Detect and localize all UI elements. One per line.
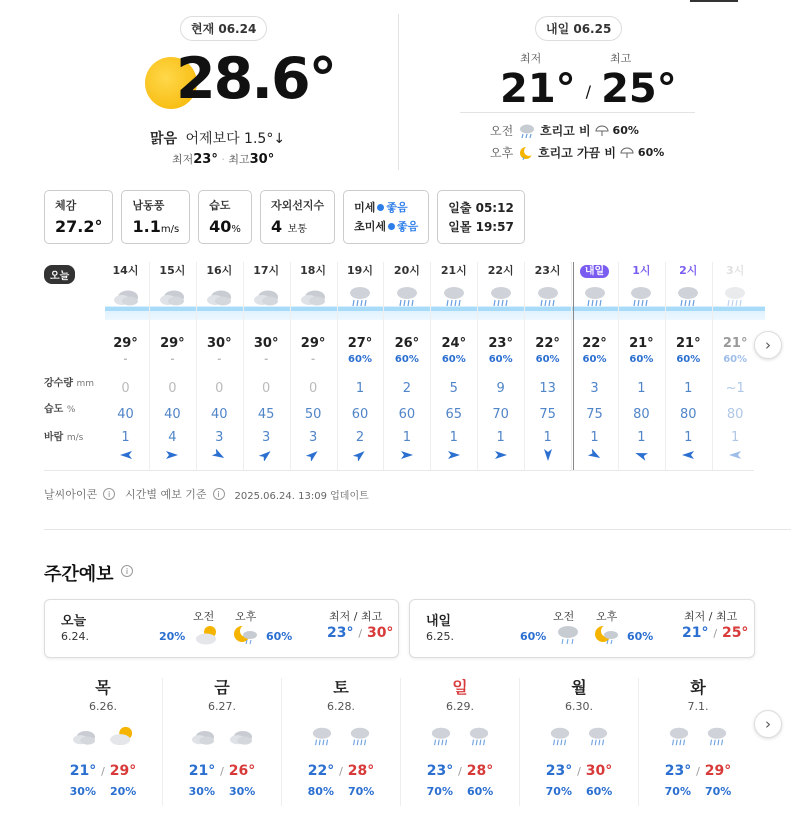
weekday-name: 일 <box>452 678 468 697</box>
hour-humidity: 60 <box>398 407 416 422</box>
hour-column <box>102 262 149 460</box>
hour-temp: 29° <box>160 336 185 351</box>
today-min: 23° <box>193 152 218 167</box>
max-label: 최고 <box>228 153 250 166</box>
weekday-column[interactable]: 화 7.1. 23° / 29° 70% 70% <box>639 675 757 798</box>
feels-like-chip[interactable] <box>44 190 113 244</box>
wind-direction-icon <box>728 449 742 461</box>
rain-icon <box>534 284 562 308</box>
hour-rain: 1 <box>684 381 693 396</box>
weekday-separator <box>281 678 282 806</box>
hum-unit: % <box>66 405 76 415</box>
update-time: 2025.06.24. 13:09 업데이트 <box>234 490 369 502</box>
hour-time-label: 17시 <box>253 264 280 277</box>
cloud-icon <box>299 284 327 308</box>
hour-time-label: 14시 <box>112 264 139 277</box>
chip-value: 1.1 <box>132 217 161 236</box>
pm-label: 오후 <box>490 146 514 160</box>
weekday-pm-pop: 70% <box>348 785 375 798</box>
hour-pop: - <box>170 354 175 365</box>
wind-direction-icon <box>119 449 133 461</box>
info-icon[interactable]: i <box>103 488 115 500</box>
hour-time-label: 1시 <box>632 264 651 277</box>
today-minmax: 최저23° · 최고30° <box>172 152 275 167</box>
hour-wind: 3 <box>215 430 224 445</box>
rain-icon <box>555 624 581 646</box>
hour-rain: 13 <box>539 381 556 396</box>
hour-time: 내일 <box>580 265 609 278</box>
status-dot-icon <box>388 223 395 230</box>
card-max: 30° <box>366 625 394 641</box>
chip-key: 습도 <box>209 199 231 212</box>
hour-time-label <box>571 262 618 278</box>
hour-humidity: 40 <box>164 407 181 422</box>
rain-icon <box>674 284 702 308</box>
hour-time-label: 21시 <box>440 264 467 277</box>
card-max: 25° <box>721 625 749 641</box>
min-label: 최저 <box>172 153 194 166</box>
hour-temp: 22° <box>582 336 607 351</box>
current-condition: 맑음 <box>150 131 178 147</box>
weekday-date: 6.30. <box>565 700 593 713</box>
weekday-column[interactable]: 월 6.30. 23° / 30° 70% 60% <box>520 675 638 798</box>
hour-humidity: 45 <box>257 407 275 422</box>
rain-icon <box>547 725 573 747</box>
rain-icon <box>309 725 335 747</box>
rain-icon <box>440 284 468 308</box>
hour-time-label: 3시 <box>726 264 745 277</box>
weekday-pm-pop: 60% <box>586 785 613 798</box>
rain-icon <box>518 123 536 139</box>
weekday-column[interactable]: 목 6.26. 21° / 29° 30% 20% <box>44 675 162 798</box>
weekday-max: 28° <box>347 763 375 779</box>
hour-wind: 1 <box>402 430 412 445</box>
hour-wind: 1 <box>684 430 693 445</box>
weekday-max: 30° <box>585 763 613 779</box>
hour-rain: 1 <box>637 381 646 396</box>
moon-rain-icon <box>233 624 259 646</box>
wind-direction-icon <box>588 449 602 461</box>
chip-key: 남동풍 <box>132 199 165 212</box>
card-day: 오늘 <box>61 614 87 629</box>
hour-time-label: 18시 <box>300 264 327 277</box>
am-pop: 20% <box>159 630 186 643</box>
hour-time-label: 23시 <box>534 264 561 277</box>
rain-icon <box>704 725 730 747</box>
chip-unit: 보통 <box>287 224 307 235</box>
card-date: 6.25. <box>426 630 454 643</box>
rain-unit: mm <box>76 379 95 389</box>
hour-column <box>571 262 618 460</box>
wind-direction-icon <box>306 449 320 461</box>
rain-icon <box>581 284 609 308</box>
today-max: 30° <box>249 152 275 167</box>
minmax-label: 최저 / 최고 <box>329 610 383 623</box>
weekday-name: 토 <box>333 678 349 697</box>
hour-humidity: 75 <box>586 407 603 422</box>
tomorrow-max: 25° <box>601 66 677 112</box>
weekday-am-pop: 70% <box>545 785 572 798</box>
wind-direction-icon <box>541 449 555 461</box>
hour-time-label: 20시 <box>393 264 420 277</box>
hour-humidity: 75 <box>539 407 556 422</box>
hour-temp: 29° <box>300 336 326 351</box>
am-condition: 흐리고 비 <box>540 124 591 138</box>
hour-rain: 0 <box>308 381 318 396</box>
current-temperature: 28.6° <box>176 46 336 112</box>
hour-humidity: 65 <box>445 407 463 422</box>
weekday-pm-pop: 70% <box>705 785 732 798</box>
rain-icon <box>347 725 373 747</box>
card-min: 23° <box>327 625 354 641</box>
hour-rain: 0 <box>121 381 130 396</box>
wind-direction-icon <box>212 449 226 461</box>
hour-humidity: 80 <box>726 407 744 422</box>
hour-wind: 1 <box>637 430 646 445</box>
weekly-title: 주간예보 <box>44 564 114 585</box>
hour-pop: 60% <box>629 354 654 365</box>
hour-column <box>712 262 759 460</box>
sunrise-time: 05:12 <box>475 201 514 215</box>
weekday-separator <box>519 678 520 806</box>
hour-column <box>196 262 243 460</box>
detail-chips <box>44 190 525 244</box>
hour-temp: 27° <box>347 336 373 351</box>
weekday-max: 29° <box>109 763 137 779</box>
hour-time-label: 22시 <box>487 264 514 277</box>
rain-label: 강수량 <box>44 378 73 389</box>
hour-rain: 3 <box>590 381 599 396</box>
weather-icon-info-link[interactable]: 날씨아이콘 <box>44 488 98 501</box>
cloud-icon <box>190 725 216 747</box>
weekday-name: 화 <box>690 678 706 697</box>
hour-temp: 21° <box>722 336 748 351</box>
hour-humidity: 40 <box>117 407 134 422</box>
hour-pop: 60% <box>394 354 419 365</box>
hour-pop: 60% <box>676 354 701 365</box>
hour-rain: 5 <box>449 381 458 396</box>
hour-wind: 1 <box>121 430 130 445</box>
chip-key: 체감 <box>55 199 77 212</box>
wind-direction-icon <box>634 449 648 461</box>
wind-direction-icon <box>353 449 367 461</box>
weekly-tomorrow-card[interactable]: 내일 6.25. 오전 오후 60% 60% 최저 / 최고 21° / 25° <box>409 599 755 658</box>
weekday-min: 23° <box>545 763 573 779</box>
hour-humidity: 60 <box>351 407 369 422</box>
pm-condition: 흐리고 가끔 비 <box>538 146 616 160</box>
hour-rain: 2 <box>402 381 412 396</box>
weekday-column[interactable]: 일 6.29. 23° / 28° 70% 60% <box>401 675 519 798</box>
card-date: 6.24. <box>61 630 89 643</box>
hour-temp: 21° <box>676 336 701 351</box>
umbrella-icon <box>595 125 609 137</box>
hour-pop: 60% <box>535 354 560 365</box>
weekday-min: 23° <box>426 763 454 779</box>
cloud-icon <box>71 725 97 747</box>
rain-icon <box>627 284 655 308</box>
weekday-am-pop: 30% <box>69 785 96 798</box>
pm10-label: 미세 <box>354 201 376 214</box>
hour-humidity: 80 <box>633 407 650 422</box>
weekday-date: 6.29. <box>446 700 474 713</box>
uv-chip[interactable] <box>260 190 335 244</box>
hour-humidity: 50 <box>304 407 322 422</box>
cloud-icon <box>228 725 254 747</box>
hour-temp: 26° <box>394 336 420 351</box>
weekday-pm-pop: 60% <box>467 785 494 798</box>
wind-row-label <box>44 428 83 443</box>
sunset-label: 일몰 <box>448 220 472 234</box>
hour-column <box>290 262 337 460</box>
weekday-min: 21° <box>188 763 216 779</box>
weekday-min: 22° <box>307 763 335 779</box>
section-divider <box>44 529 791 530</box>
hum-label: 습도 <box>44 404 64 415</box>
moon-rain-icon <box>594 624 620 646</box>
tomorrow-min: 21° <box>500 66 576 112</box>
rain-icon <box>585 725 611 747</box>
weekday-am-pop: 80% <box>307 785 334 798</box>
weekday-separator <box>400 678 401 806</box>
hour-column <box>665 262 712 460</box>
weekday-date: 6.26. <box>89 700 117 713</box>
weekday-min: 23° <box>664 763 692 779</box>
pm-pop: 60% <box>627 630 654 643</box>
pm10-value: 좋음 <box>386 201 408 214</box>
hour-column <box>477 262 524 460</box>
hour-rain: 1 <box>355 381 365 396</box>
cloud-icon <box>205 284 233 308</box>
dust-chip[interactable] <box>343 190 429 244</box>
hour-time-label: 16시 <box>206 264 233 277</box>
rain-icon <box>428 725 454 747</box>
hour-time-label: 15시 <box>159 264 186 277</box>
weekly-today-card[interactable]: 오늘 6.24. 오전 오후 20% 60% 최저 / 최고 23° / 30° <box>44 599 399 658</box>
wind-chip[interactable] <box>121 190 190 244</box>
sun-chip[interactable] <box>437 190 525 244</box>
wind-direction-icon <box>165 449 179 461</box>
chip-unit: m/s <box>160 224 180 235</box>
hour-rain: ~1 <box>725 381 745 396</box>
rain-icon <box>346 284 374 308</box>
hour-wind: 1 <box>590 430 599 445</box>
hour-pop: - <box>123 354 128 365</box>
today-date-pill: 현재 06.24 <box>180 16 267 41</box>
weekday-separator <box>162 678 163 806</box>
today-badge: 오늘 <box>44 265 75 284</box>
card-day: 내일 <box>426 614 452 629</box>
hour-temp: 22° <box>535 336 560 351</box>
hour-column <box>383 262 430 460</box>
weekday-date: 6.27. <box>208 700 236 713</box>
weekday-name: 목 <box>95 678 111 697</box>
hour-humidity: 70 <box>492 407 509 422</box>
am-label: 오전 <box>490 124 514 138</box>
rain-icon <box>721 284 749 308</box>
weekday-name: 금 <box>214 678 230 697</box>
compare-yesterday: 어제보다 1.5°↓ <box>185 131 286 147</box>
hour-temp: 23° <box>488 336 513 351</box>
hourly-bottom-line <box>44 470 754 471</box>
tomorrow-min-label: 최저 <box>520 52 542 65</box>
moon-rain-icon <box>518 145 534 161</box>
hour-pop: 60% <box>441 354 466 365</box>
pm-label: 오후 <box>596 610 618 623</box>
info-icon[interactable]: i <box>213 488 225 500</box>
chip-value: 27.2° <box>55 217 103 236</box>
rain-icon <box>466 725 492 747</box>
hour-wind: 3 <box>308 430 318 445</box>
hour-column <box>618 262 665 460</box>
am-label: 오전 <box>193 610 215 623</box>
hour-column <box>149 262 196 460</box>
hour-temp: 29° <box>113 336 138 351</box>
hour-wind: 1 <box>731 430 740 445</box>
hourly-footer <box>44 486 369 502</box>
rain-icon <box>666 725 692 747</box>
hour-wind: 1 <box>543 430 552 445</box>
hour-time-label: 2시 <box>679 264 698 277</box>
hour-humidity: 40 <box>211 407 228 422</box>
tomorrow-pm-row <box>490 144 664 161</box>
am-pop: 60% <box>520 630 547 643</box>
weekday-max: 26° <box>228 763 256 779</box>
cloud-icon <box>112 284 140 308</box>
rain-row-label <box>44 374 94 389</box>
summary-divider <box>398 14 399 170</box>
hour-pop: - <box>311 354 316 365</box>
hour-temp: 30° <box>253 336 279 351</box>
pm-label: 오후 <box>235 610 257 623</box>
am-label: 오전 <box>553 610 575 623</box>
hour-column <box>430 262 477 460</box>
hourly-forecast <box>0 262 791 472</box>
wind-label: 바람 <box>44 432 64 443</box>
rain-icon <box>393 284 421 308</box>
hour-temp: 24° <box>441 336 467 351</box>
hour-rain: 0 <box>215 381 224 396</box>
pm25-value: 좋음 <box>396 220 419 233</box>
weekday-column[interactable]: 토 6.28. 22° / 28° 80% 70% <box>282 675 400 798</box>
chevron-right-icon: › <box>765 715 771 733</box>
hour-column <box>524 262 571 460</box>
humidity-row-label <box>44 400 75 415</box>
chip-key: 자외선지수 <box>270 199 325 212</box>
hour-column <box>243 262 290 460</box>
tomorrow-max-label: 최고 <box>610 52 632 65</box>
hour-wind: 3 <box>262 430 271 445</box>
hour-time-label: 19시 <box>347 264 373 277</box>
tomorrow-divider <box>460 112 695 113</box>
weekday-max: 28° <box>466 763 494 779</box>
wind-unit: m/s <box>66 433 84 443</box>
hour-column <box>337 262 384 460</box>
weekday-name: 월 <box>571 678 587 697</box>
weekday-separator <box>638 678 639 806</box>
weekday-pm-pop: 20% <box>110 785 137 798</box>
hour-pop: - <box>264 354 269 365</box>
umbrella-icon <box>620 147 634 159</box>
pm-pop: 60% <box>637 146 665 159</box>
chip-value: 4 <box>270 217 283 236</box>
chip-value: 40 <box>209 217 232 236</box>
tomorrow-date-pill: 내일 06.25 <box>535 16 622 41</box>
hour-rain: 0 <box>168 381 177 396</box>
tomorrow-temps: 21° / 25° <box>500 66 677 112</box>
hour-humidity: 80 <box>680 407 697 422</box>
wind-direction-icon <box>259 449 273 461</box>
chip-unit: % <box>231 224 241 235</box>
partly-sunny-icon <box>195 624 221 646</box>
hour-rain: 0 <box>262 381 271 396</box>
wind-direction-icon <box>681 449 695 461</box>
weekly-next-button[interactable] <box>754 710 782 738</box>
weekday-min: 21° <box>69 763 97 779</box>
weekday-pm-pop: 30% <box>229 785 256 798</box>
hour-wind: 1 <box>449 430 458 445</box>
current-condition-row <box>150 128 285 148</box>
cloud-icon <box>158 284 186 308</box>
pm-pop: 60% <box>266 630 293 643</box>
weekday-max: 29° <box>704 763 732 779</box>
top-edge-bar <box>690 0 738 2</box>
minmax-label: 최저 / 최고 <box>684 610 738 623</box>
info-icon[interactable]: i <box>121 565 133 577</box>
hour-rain: 9 <box>496 381 505 396</box>
sunrise-label: 일출 <box>448 201 472 215</box>
tomorrow-am-row <box>490 122 639 139</box>
hour-wind: 2 <box>355 430 365 445</box>
forecast-basis-link[interactable]: 시간별 예보 기준 <box>125 488 207 501</box>
hour-pop: 60% <box>348 354 372 365</box>
weekday-am-pop: 70% <box>426 785 453 798</box>
hour-pop: 60% <box>488 354 513 365</box>
rain-icon <box>487 284 515 308</box>
weekday-am-pop: 70% <box>664 785 691 798</box>
sunset-time: 19:57 <box>475 220 514 234</box>
am-pop: 60% <box>612 124 639 137</box>
hour-pop: - <box>217 354 222 365</box>
chevron-right-icon: › <box>765 336 771 354</box>
weekday-am-pop: 30% <box>188 785 215 798</box>
hourly-next-button[interactable] <box>754 331 782 359</box>
wind-direction-icon <box>400 449 414 461</box>
partly-sunny-icon <box>109 725 135 747</box>
cloud-icon <box>252 284 280 308</box>
wind-direction-icon <box>494 449 508 461</box>
status-dot-icon <box>377 204 384 211</box>
weekday-date: 6.28. <box>327 700 355 713</box>
hour-pop: 60% <box>723 354 748 365</box>
humidity-chip[interactable] <box>198 190 252 244</box>
weekday-column[interactable]: 금 6.27. 21° / 26° 30% 30% <box>163 675 281 798</box>
weekday-date: 7.1. <box>687 700 709 713</box>
wind-direction-icon <box>447 449 461 461</box>
hour-pop: 60% <box>582 354 607 365</box>
hour-wind: 1 <box>496 430 505 445</box>
hour-wind: 4 <box>168 430 177 445</box>
hour-temp: 30° <box>207 336 232 351</box>
card-min: 21° <box>682 625 709 641</box>
hour-temp: 21° <box>629 336 654 351</box>
pm25-label: 초미세 <box>354 220 386 233</box>
